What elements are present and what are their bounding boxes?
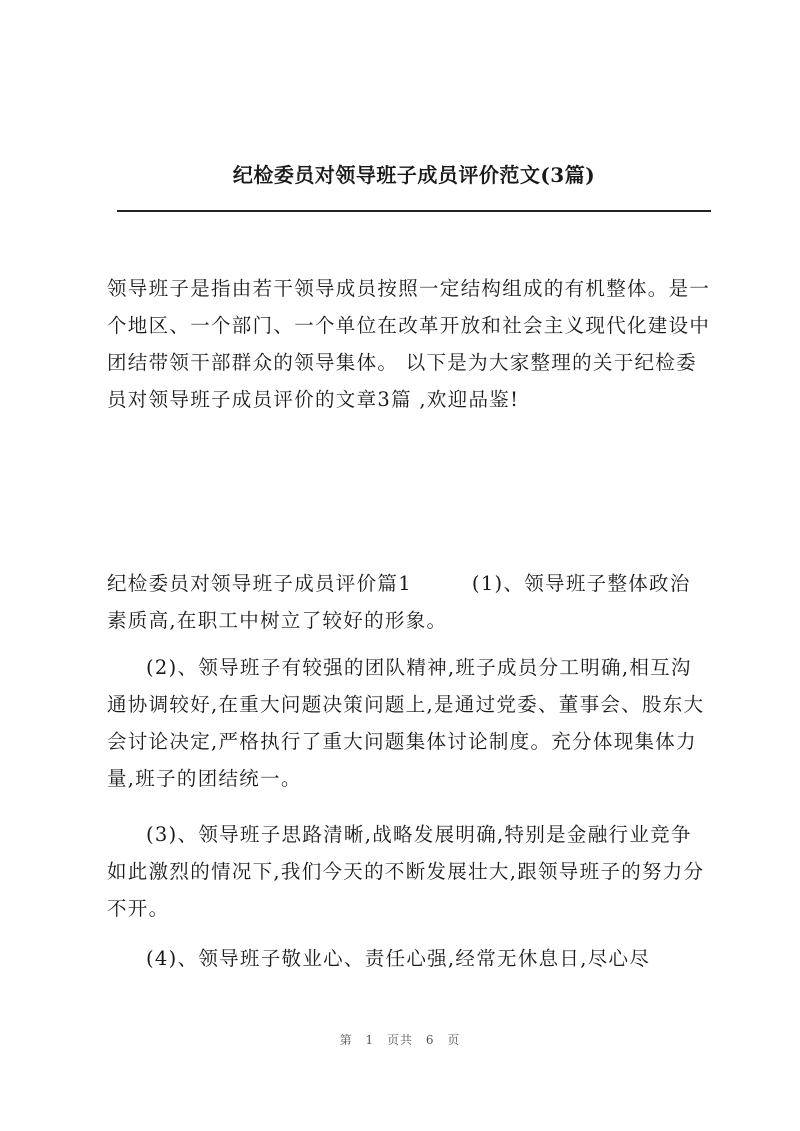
- document-title: 纪检委员对领导班子成员评价范文(3篇): [232, 163, 596, 187]
- footer-page-number: 1: [365, 1033, 375, 1047]
- item-3-paragraph: (3)、领导班子思路清晰,战略发展明确,特别是金融行业竞争如此激烈的情况下,我们今天的不断发展壮大,跟领导班子的努力分不开。: [107, 823, 705, 920]
- footer-total-pages: 6: [425, 1033, 435, 1047]
- title-divider: [117, 210, 711, 212]
- footer-page-suffix: 页: [447, 1033, 461, 1047]
- page-footer: [0, 1031, 800, 1048]
- footer-page-label: 第: [339, 1033, 353, 1047]
- section1-paragraph: [107, 565, 711, 639]
- item-2-paragraph: (2)、领导班子有较强的团队精神,班子成员分工明确,相互沟通协调较好,在重大问题决策问题上,是通过党委、董事会、股东大会讨论决定,严格执行了重大问题集体讨论制度。充分体现集体力量,班子的团结统一。: [107, 656, 705, 790]
- item-1: (1)、领导班子整体政治素质高,在职工中树立了较好的形象。: [107, 572, 691, 632]
- section1-heading: 纪检委员对领导班子成员评价篇1: [107, 572, 412, 595]
- intro-paragraph: 领导班子是指由若干领导成员按照一定结构组成的有机整体。是一个地区、一个部门、一个单位在改革开放和社会主义现代化建设中团结带领干部群众的领导集体。 以下是为大家整理的关于纪检委员对领导班子成员评价的文章3篇 ,欢迎品鉴!: [107, 277, 711, 411]
- footer-page-of: 页共: [386, 1033, 413, 1047]
- item-4-paragraph: (4)、领导班子敬业心、责任心强,经常无休息日,尽心尽: [146, 947, 651, 970]
